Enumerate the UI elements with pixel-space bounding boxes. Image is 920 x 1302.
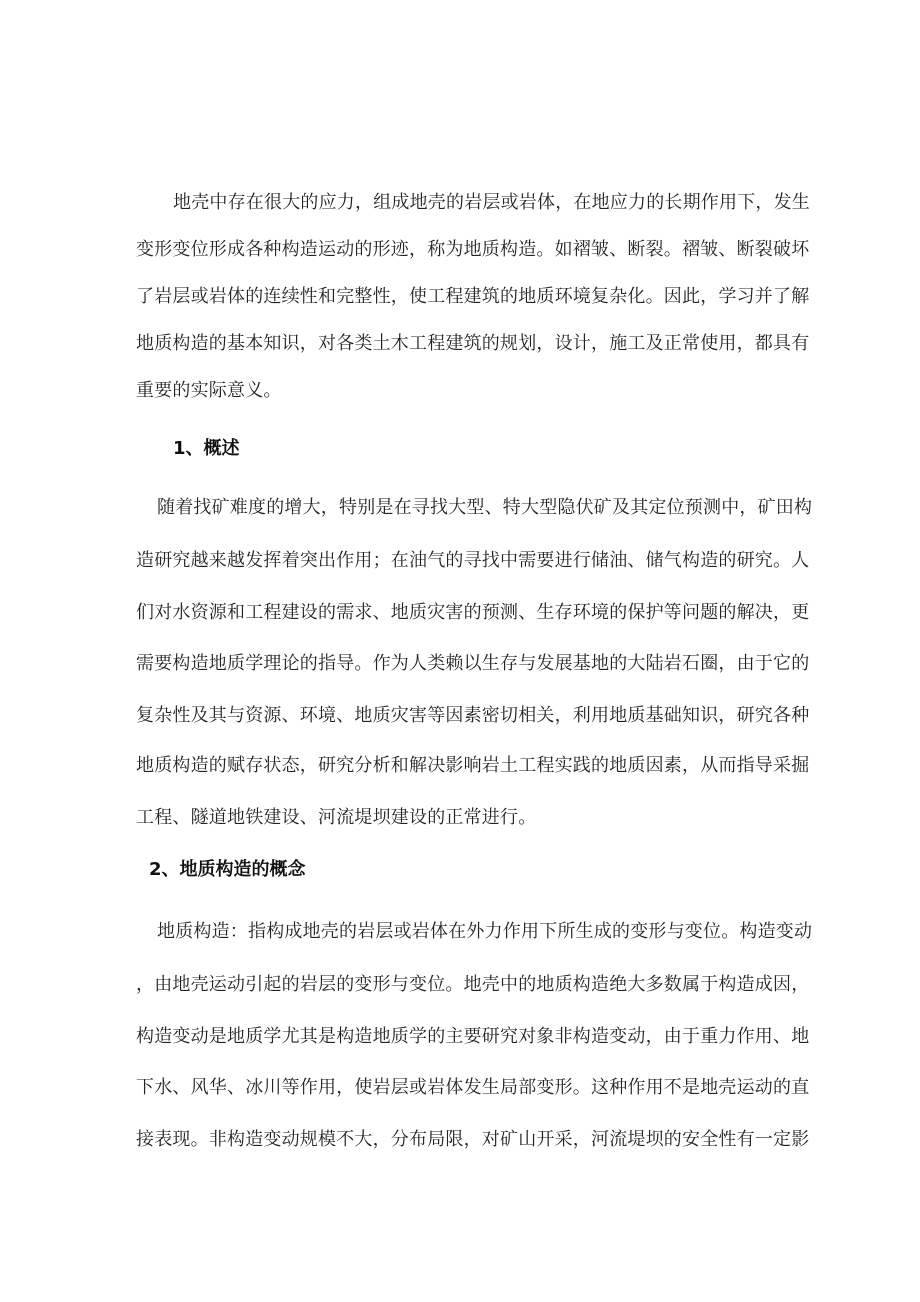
- intro-line: 重要的实际意义。: [136, 380, 282, 401]
- section1-line: 随着找矿难度的增大，特别是在寻找大型、特大型隐伏矿及其定位预测中，矿田构: [157, 497, 813, 518]
- section1-line: 工程、隧道地铁建设、河流堤坝建设的正常进行。: [136, 807, 537, 828]
- section1-line: 复杂性及其与资源、环境、地质灾害等因素密切相关，利用地质基础知识，研究各种: [136, 705, 810, 726]
- intro-line: 地壳中存在很大的应力，组成地壳的岩层或岩体，在地应力的长期作用下，发生: [173, 192, 810, 213]
- section-heading-overview: 1、概述: [173, 438, 240, 459]
- intro-line: 变形变位形成各种构造运动的形迹，称为地质构造。如褶皱、断裂。褶皱、断裂破坏: [136, 239, 810, 260]
- section-heading-concept: 2、地质构造的概念: [149, 859, 306, 880]
- section1-line: 地质构造的赋存状态，研究分析和解决影响岩土工程实践的地质因素，从而指导采掘: [136, 755, 810, 776]
- intro-line: 地质构造的基本知识，对各类土木工程建筑的规划，设计，施工及正常使用，都具有: [136, 333, 810, 354]
- section1-line: 需要构造地质学理论的指导。作为人类赖以生存与发展基地的大陆岩石圈，由于它的: [136, 653, 810, 674]
- section2-line: 接表现。非构造变动规模不大，分布局限，对矿山开采，河流堤坝的安全性有一定影: [136, 1129, 810, 1150]
- section2-line: 构造变动是地质学尤其是构造地质学的主要研究对象非构造变动，由于重力作用、地: [136, 1026, 810, 1047]
- section2-line: ，由地壳运动引起的岩层的变形与变位。地壳中的地质构造绝大多数属于构造成因，: [136, 974, 810, 995]
- intro-line: 了岩层或岩体的连续性和完整性，使工程建筑的地质环境复杂化。因此，学习并了解: [136, 286, 810, 307]
- section2-line: 地质构造：指构成地壳的岩层或岩体在外力作用下所生成的变形与变位。构造变动: [157, 921, 813, 942]
- section1-line: 们对水资源和工程建设的需求、地质灾害的预测、生存环境的保护等问题的解决，更: [136, 602, 810, 623]
- section2-line: 下水、风华、冰川等作用，使岩层或岩体发生局部变形。这种作用不是地壳运动的直: [136, 1077, 810, 1098]
- section1-line: 造研究越来越发挥着突出作用；在油气的寻找中需要进行储油、储气构造的研究。人: [136, 550, 810, 571]
